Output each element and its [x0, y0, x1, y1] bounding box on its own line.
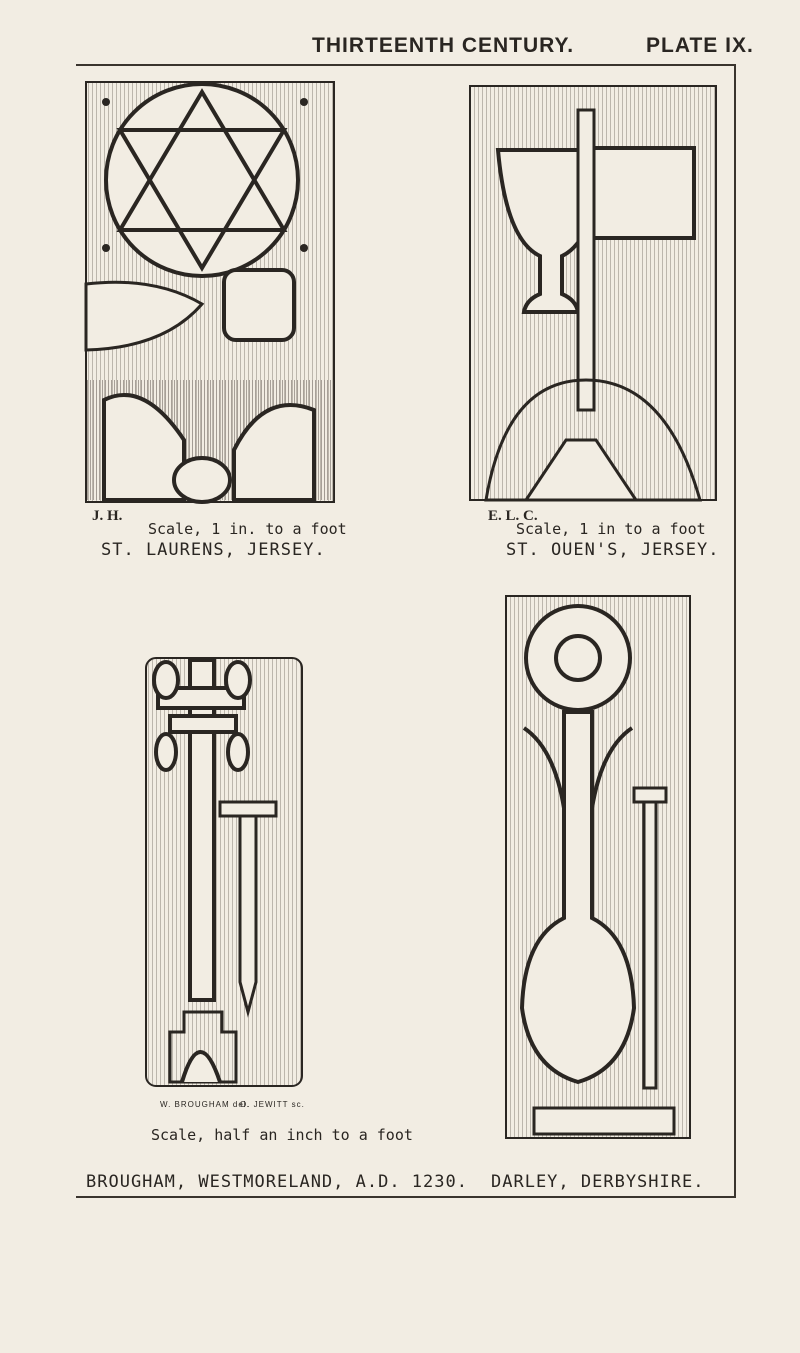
place-st-laurens: ST. LAURENS, JERSEY. [101, 540, 326, 560]
engraver-credit-right: O. JEWITT sc. [240, 1100, 305, 1109]
place-st-ouens: ST. OUEN'S, JERSEY. [506, 540, 720, 560]
slab-st-laurens [84, 80, 336, 504]
right-rule [734, 64, 736, 1198]
top-rule [76, 64, 736, 66]
engraver-credit-left: W. BROUGHAM del. [160, 1100, 250, 1109]
slab-darley [494, 588, 706, 1148]
plate-number: PLATE IX. [646, 34, 754, 57]
initials-elc: E. L. C. [488, 508, 538, 524]
place-darley: DARLEY, DERBYSHIRE. [491, 1172, 705, 1192]
place-brougham: BROUGHAM, WESTMORELAND, A.D. 1230. [86, 1172, 468, 1192]
slab-st-ouens [466, 80, 722, 504]
scale-brougham: Scale, half an inch to a foot [151, 1126, 413, 1144]
scale-st-ouens: Scale, 1 in to a foot [516, 520, 706, 538]
page-title: THIRTEENTH CENTURY. [312, 34, 575, 57]
slab-brougham [140, 652, 310, 1092]
page-header [0, 30, 800, 64]
initials-jh: J. H. [92, 508, 123, 524]
bottom-rule [76, 1196, 736, 1198]
scale-st-laurens: Scale, 1 in. to a foot [148, 520, 347, 538]
